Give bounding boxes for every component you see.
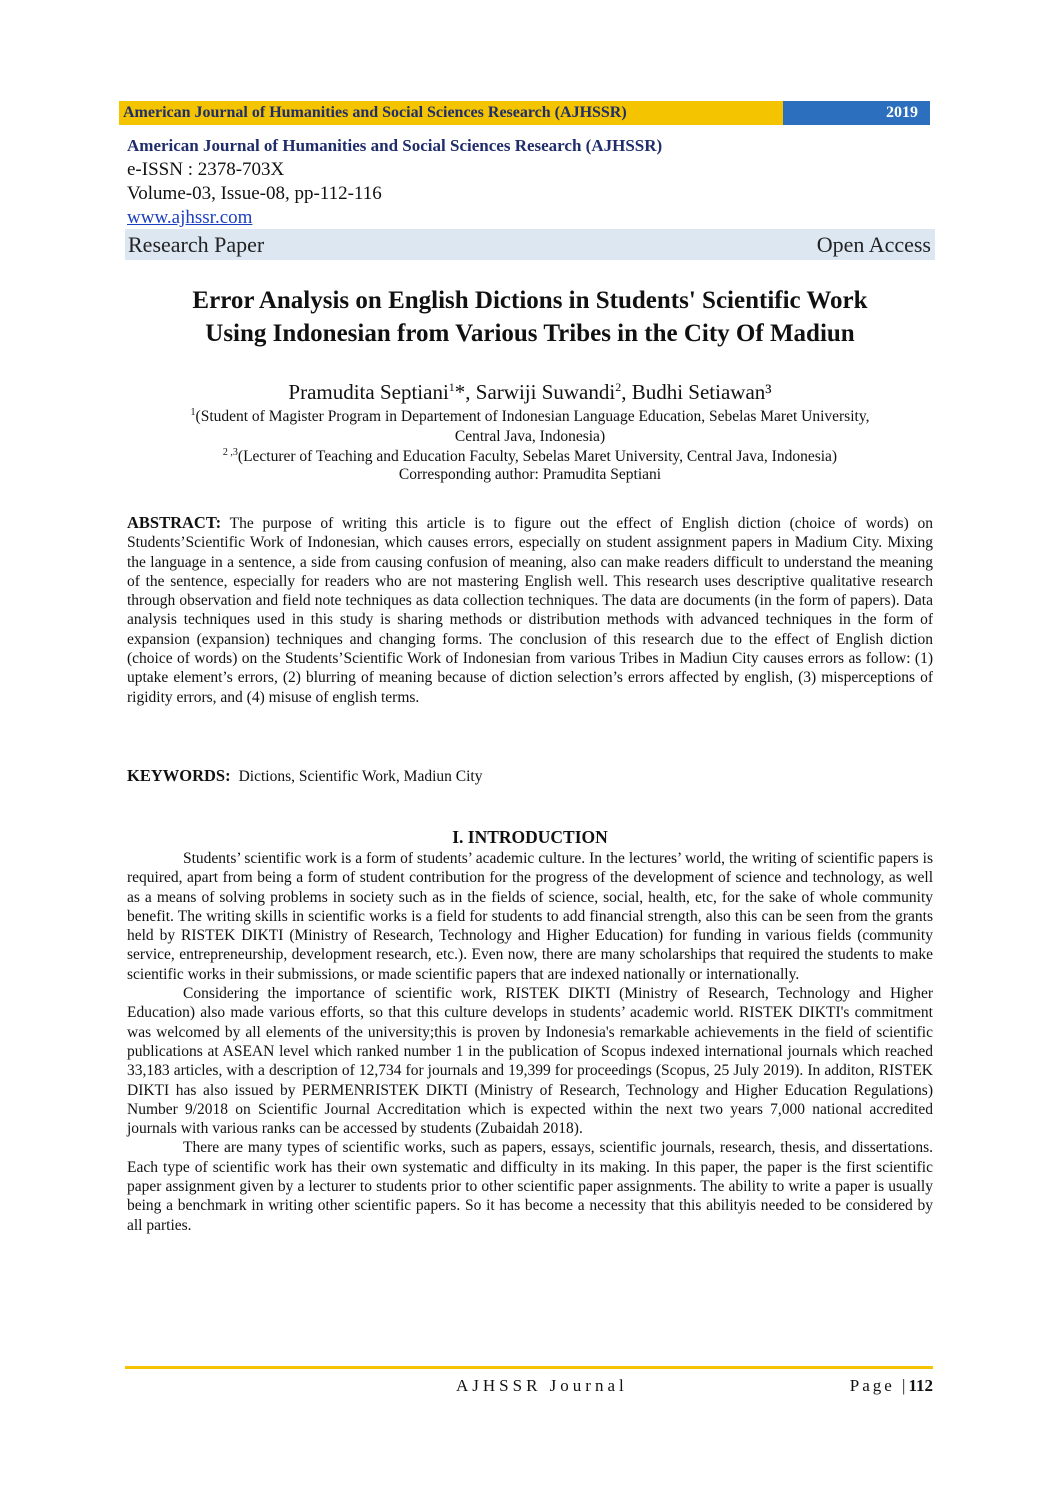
access-type: Open Access bbox=[816, 231, 931, 257]
paper-type-bar bbox=[125, 229, 935, 260]
paper-type: Research Paper bbox=[128, 231, 265, 257]
journal-name: American Journal of Humanities and Social Sciences Research (AJHSSR) bbox=[127, 136, 663, 155]
intro-paragraph-2: Considering the importance of scientific work, RISTEK DIKTI (Ministry of Research, Technology and Higher Education) also made various efforts, so that this culture develops in students’ academic world. RISTEK DIKTI's commitment was welcomed by all elements of the university;this is proven by Indonesia's remarkable achievements in the field of scientific publications at ASEAN level which ranked number 1 in the publication of Scopus indexed international journals which reached 33,183 articles, with a description of 12,734 for journals and 19,399 for proceedings (Scopus, 25 July 2019). In additon, RISTEK DIKTI has also issued by PERMENRISTEK DIKTI (Ministry of Research, Technology and Higher Education Regulations) Number 9/2018 on Scientific Journal Accreditation which is expected within the next two years 7,000 national accredited journals with various ranks can be accessed by students (Zubaidah 2018). bbox=[127, 985, 933, 1138]
affiliation-1 bbox=[127, 403, 933, 447]
aff1-line-1: (Student of Magister Program in Departement of Indonesian Language Education, Sebelas Maret University, bbox=[195, 408, 870, 426]
author-1-mark: *, bbox=[454, 380, 476, 404]
abstract-label: ABSTRACT: bbox=[127, 513, 222, 532]
abstract bbox=[127, 513, 933, 707]
journal-info bbox=[127, 134, 933, 230]
title-line-1: Error Analysis on English Dictions in Students' Scientific Work bbox=[192, 287, 868, 314]
aff1-sup: 1 bbox=[190, 407, 196, 418]
aff2-text: (Lecturer of Teaching and Education Faculty, Sebelas Maret University, Central Java, Indonesia) bbox=[237, 448, 838, 466]
running-header bbox=[119, 101, 930, 125]
author-1-sup: 1 bbox=[448, 380, 455, 394]
running-header-year: 2019 bbox=[783, 101, 930, 125]
author-3: , Budhi Setiawan³ bbox=[621, 380, 772, 404]
author-2: Sarwiji Suwandi bbox=[475, 380, 616, 404]
author-1: Pramudita Septiani bbox=[288, 380, 449, 404]
introduction-body bbox=[127, 849, 933, 1235]
footer-page-number: 112 bbox=[908, 1376, 933, 1395]
title-line-2: Using Indonesian from Various Tribes in the City Of Madiun bbox=[205, 320, 855, 347]
author-list bbox=[110, 373, 950, 406]
intro-paragraph-1: Students’ scientific work is a form of students’ academic culture. In the lectures’ world, the writing of scientific papers is required, apart from being a form of student contribution for the progress of the development of science and technology, as well as a means of solving problems in society such as in the fields of science, social, health, etc, for the sake of whole community benefit. The writing skills in scientific works is a field for students to add financial strength, also this can be seen from the grants held by RISTEK DIKTI (Ministry of Research, Technology and Higher Education) for funding in various fields (community service, entrepreneurship, development research, etc.). Even now, there are many scholarships that required the students to make scientific works in their submissions, or made scientific papers that are indexed nationally or internationally. bbox=[127, 850, 933, 983]
keywords-label: KEYWORDS: bbox=[127, 766, 231, 785]
section-heading-introduction: I. INTRODUCTION bbox=[452, 827, 608, 847]
keywords bbox=[127, 766, 933, 786]
journal-issn: e-ISSN : 2378-703X bbox=[127, 159, 285, 180]
author-2-sup: 2 bbox=[615, 380, 622, 394]
aff1-line-2: Central Java, Indonesia) bbox=[454, 428, 606, 446]
paper-title bbox=[110, 284, 950, 350]
journal-url-link[interactable]: www.ajhssr.com bbox=[127, 207, 253, 228]
running-header-journal: American Journal of Humanities and Social Sciences Research (AJHSSR) bbox=[119, 101, 783, 125]
footer-page bbox=[850, 1376, 933, 1396]
footer-page-label: Page | bbox=[849, 1376, 909, 1395]
journal-volume: Volume-03, Issue-08, pp-112-116 bbox=[127, 183, 382, 204]
aff2-sup: 2 ,3 bbox=[222, 447, 238, 458]
corresponding-author: Corresponding author: Pramudita Septiani bbox=[398, 466, 662, 483]
keywords-text: Dictions, Scientific Work, Madiun City bbox=[238, 768, 483, 785]
footer-journal: AJHSSR Journal bbox=[456, 1376, 628, 1395]
footer-divider bbox=[125, 1366, 933, 1369]
affiliation-2 bbox=[127, 443, 933, 467]
intro-paragraph-3: There are many types of scientific works, such as papers, essays, scientific journals, research, thesis, and dissertations. Each type of scientific work has their own systematic and difficulty in its making. In this paper, the paper is the first scientific paper assignment given by a lecturer to students prior to other scientific paper assignments. The ability to write a paper is usually being a benchmark in writing other scientific papers. So it has become a necessity that this abilityis needed to be considered by all parties. bbox=[127, 1139, 933, 1234]
abstract-text: The purpose of writing this article is to figure out the effect of English diction (choice of words) on Students’Scientific Work of Indonesian, which causes errors, especially on student assignment papers in Madium City. Mixing the language in a sentence, a side from causing confusion of meaning, also can make readers difficult to understand the meaning of the sentence, especially for readers who are not mastering English well. This research uses descriptive qualitative research through observation and field note techniques as data collection techniques. The data are documents (in the form of papers). Data analysis techniques used in this study is sharing methods or distribution methods with advanced techniques in the form of expansion (expansion) techniques and changing forms. The conclusion of this research due to the effect of English diction (choice of words) on the Students’Scientific Work of Indonesian from various Tribes in Madiun City causes errors as follow: (1) uptake element’s errors, (2) blurring of meaning because of diction selection’s errors affected by english, (3) misperceptions of rigidity errors, and (4) misuse of english terms. bbox=[127, 515, 933, 706]
